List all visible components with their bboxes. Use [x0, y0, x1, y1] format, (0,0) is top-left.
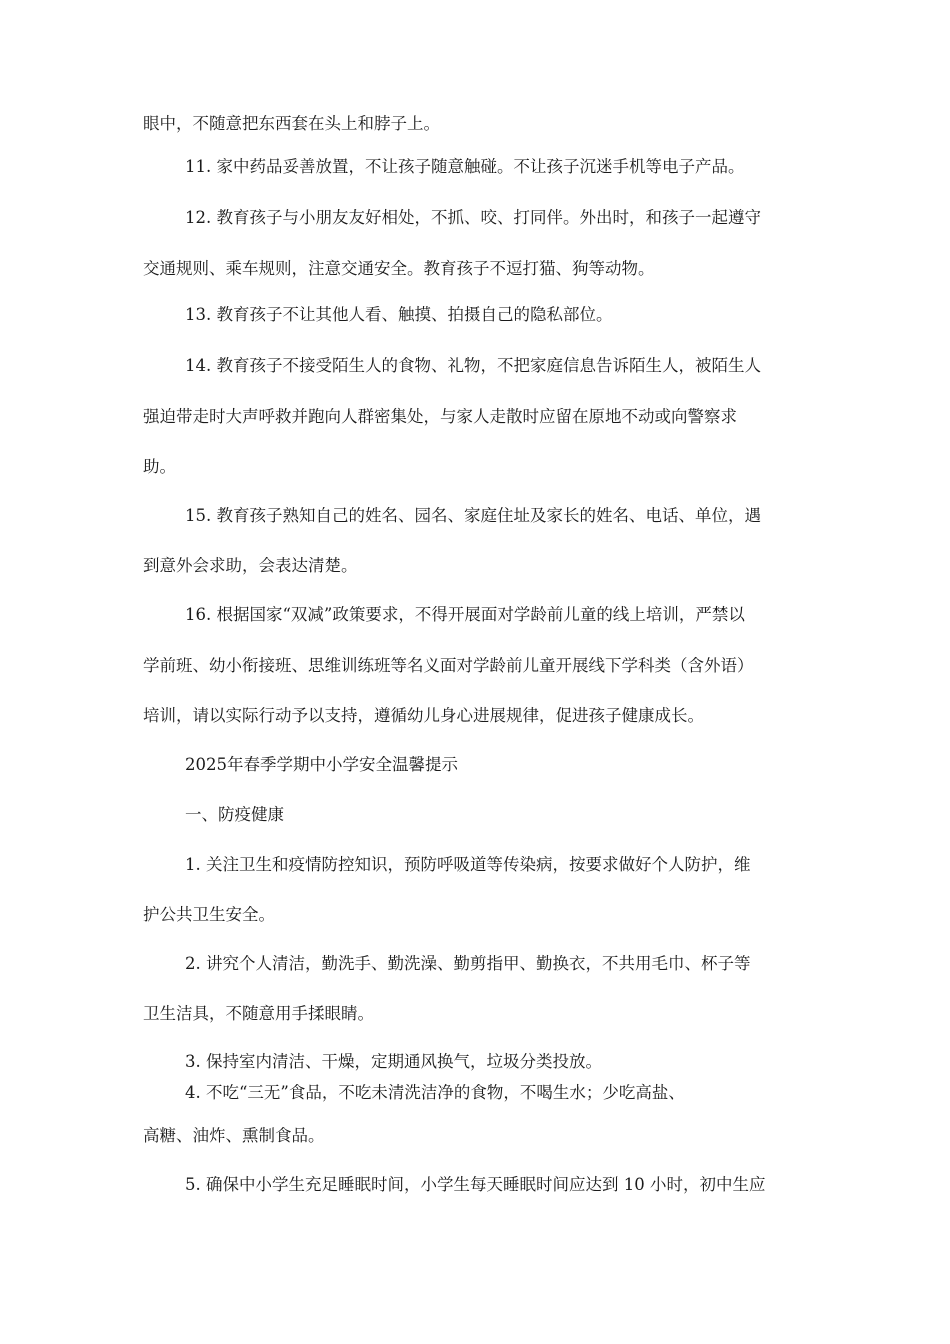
text-line: 护公共卫生安全。 — [143, 905, 275, 924]
text-line: 11. 家中药品妥善放置，不让孩子随意触碰。不让孩子沉迷手机等电子产品。 — [185, 157, 745, 176]
text-line: 眼中，不随意把东西套在头上和脖子上。 — [143, 114, 440, 133]
text-line: 16. 根据国家“双减”政策要求，不得开展面对学龄前儿童的线上培训，严禁以 — [185, 605, 745, 624]
section-subheading: 一、防疫健康 — [185, 805, 284, 824]
text-line: 15. 教育孩子熟知自己的姓名、园名、家庭住址及家长的姓名、电话、单位，遇 — [185, 506, 761, 525]
text-line: 12. 教育孩子与小朋友友好相处，不抓、咬、打同伴。外出时，和孩子一起遵守 — [185, 208, 761, 227]
text-line: 到意外会求助，会表达清楚。 — [143, 556, 358, 575]
text-line: 培训，请以实际行动予以支持，遵循幼儿身心进展规律，促进孩子健康成长。 — [143, 706, 704, 725]
text-line: 卫生洁具，不随意用手揉眼睛。 — [143, 1004, 374, 1023]
text-line: 助。 — [143, 457, 176, 476]
text-line: 1. 关注卫生和疫情防控知识，预防呼吸道等传染病，按要求做好个人防护，维 — [185, 855, 751, 874]
text-line: 交通规则、乘车规则，注意交通安全。教育孩子不逗打猫、狗等动物。 — [143, 259, 655, 278]
text-line: 强迫带走时大声呼救并跑向人群密集处，与家人走散时应留在原地不动或向警察求 — [143, 407, 737, 426]
text-line: 2. 讲究个人清洁，勤洗手、勤洗澡、勤剪指甲、勤换衣，不共用毛巾、杯子等 — [185, 954, 751, 973]
text-line: 14. 教育孩子不接受陌生人的食物、礼物，不把家庭信息告诉陌生人，被陌生人 — [185, 356, 761, 375]
text-line: 学前班、幼小衔接班、思维训练班等名义面对学龄前儿童开展线下学科类（含外语） — [143, 656, 754, 675]
text-line: 高糖、油炸、熏制食品。 — [143, 1126, 325, 1145]
text-line: 4. 不吃“三无”食品，不吃未清洗洁净的食物，不喝生水；少吃高盐、 — [185, 1083, 685, 1102]
text-line: 3. 保持室内清洁、干燥，定期通风换气，垃圾分类投放。 — [185, 1052, 602, 1071]
section-heading: 2025年春季学期中小学安全温馨提示 — [185, 755, 458, 774]
text-line: 5. 确保中小学生充足睡眠时间，小学生每天睡眠时间应达到 10 小时，初中生应 — [185, 1175, 766, 1194]
text-line: 13. 教育孩子不让其他人看、触摸、拍摄自己的隐私部位。 — [185, 305, 613, 324]
